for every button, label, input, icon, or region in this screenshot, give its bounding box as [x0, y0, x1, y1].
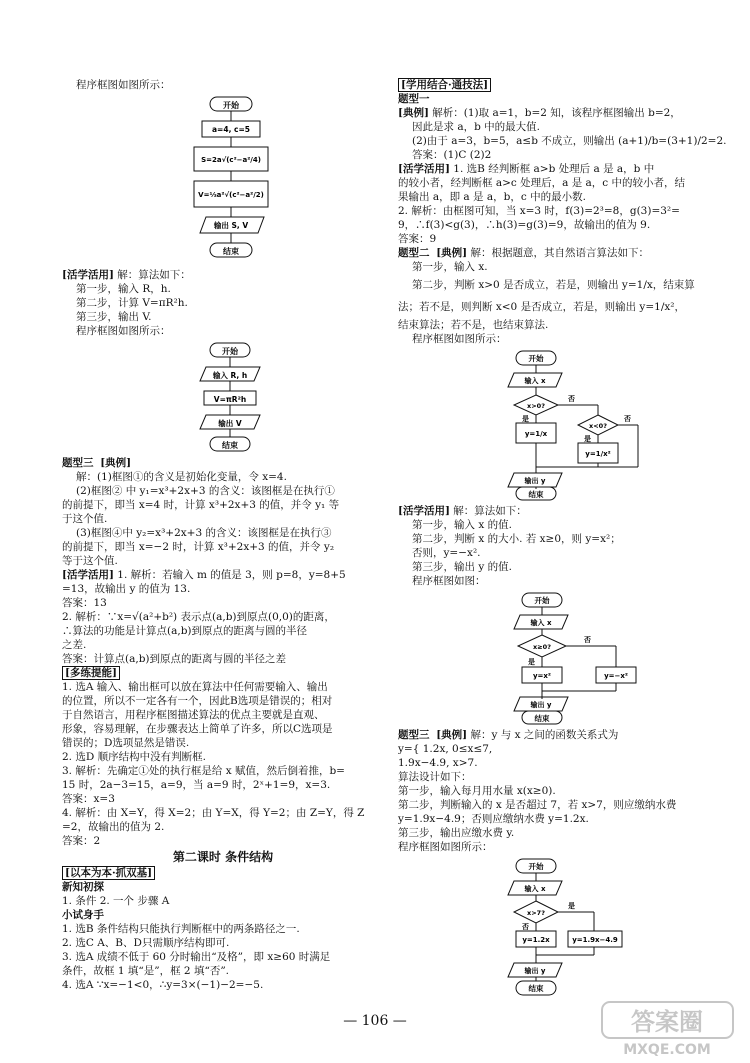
yiben-label: [以本为本·抓双基]: [62, 866, 155, 880]
fc3-end: 结束: [528, 490, 544, 499]
text-line: 答案：9: [398, 233, 437, 245]
text-line: (3)框图④中 y₂=x³+2x+3 的含义：该图框是在执行③: [76, 527, 332, 539]
fc3-yes-label-2: 是: [584, 435, 591, 443]
fc3-y1: y=1/x: [524, 430, 548, 438]
text-line: 果输出 a，即 a 是 a，b，c 中的最小数.: [398, 191, 586, 203]
flowchart-3-svg: [398, 349, 724, 501]
text-line: 解：(1)框图①的含义是初始化变量，令 x=4.: [76, 471, 287, 483]
flowchart-4-svg: [398, 591, 724, 725]
fc2-output: 输出 V: [218, 419, 242, 428]
text-line: 答案：(1)C (2)2: [412, 149, 492, 161]
fc4-end: 结束: [534, 714, 550, 723]
step-line: 第二步，计算 V=πR²h.: [76, 297, 188, 309]
text-line: 第三步，输出 y 的值.: [412, 561, 512, 573]
fc1-assign: a=4, c=5: [212, 125, 250, 134]
text-line: 1.9x−4.9, x>7.: [398, 757, 478, 769]
text-line: 答案：13: [62, 597, 107, 609]
text-line: (2)框图② 中 y₁=x³+2x+3 的含义：该图框是在执行①: [76, 485, 335, 497]
fc4-yes-label: 是: [528, 658, 535, 666]
text-line: 2. 解析：∵x=√(a²+b²) 表示点(a,b)到原点(0,0)的距离，: [62, 611, 335, 623]
fc5-end: 结束: [528, 984, 544, 993]
right-column: [398, 78, 727, 1000]
text-line: 解析：(1)取 a=1，b=2 知，该程序框图输出 b=2，: [432, 107, 681, 119]
huoxue-label-3: [活学活用]: [398, 163, 450, 175]
fc4-decision: x≥0?: [533, 643, 551, 651]
text-line: 15 时，2a−3=15，a=9，当 a=9 时，2ˣ+1=9，x=3.: [62, 779, 331, 791]
svg-text:MXQE.COM: MXQE.COM: [623, 1042, 711, 1058]
dianli-tag: [典例]: [436, 729, 468, 741]
dianli-tag: [典例]: [398, 107, 429, 119]
fc5-yes-label: 是: [568, 902, 575, 910]
text-line: 第二步，判断 x 的大小. 若 x≥0，则 y=x²；: [412, 533, 621, 545]
text-line: 程序框图如图：: [412, 575, 486, 587]
text-line: 第二步，判断输入的 x 是否超过 7，若 x>7，则应缴纳水费: [398, 799, 677, 811]
svg-text:答案圈: 答案圈: [631, 1008, 703, 1036]
left-column: [62, 78, 384, 992]
text-line: ∴算法的功能是计算点(a,b)到原点的距离与圆的半径: [62, 625, 308, 637]
text-line: 条件，故框 1 填“是”，框 2 填“否”.: [62, 965, 230, 977]
text-line: 2. 解析：由框图可知，当 x=3 时，f(3)=2³=8，g(3)=3²=: [398, 205, 680, 217]
fc5-start: 开始: [528, 862, 544, 871]
text-line: y=1.9x−4.9；否则应缴纳水费 y=1.2x.: [398, 813, 589, 825]
flowchart-5: [398, 857, 724, 997]
text-line: 1. 解析：若输入 m 的值是 3，则 p=8，y=8+5: [117, 569, 346, 581]
text-line: 2. 选C A、B、D只需顺序结构即可.: [62, 937, 230, 949]
text-line: =13，故输出 y 的值为 13.: [62, 583, 191, 595]
text-line: 1. 条件 2. 一个 步骤 A: [62, 895, 170, 907]
text-line: 否则，y=−x².: [412, 547, 481, 559]
fc3-no-label-1: 否: [568, 395, 575, 403]
xiaoshi-heading: 小试身手: [62, 909, 104, 921]
text-line: 9，∴f(3)<g(3)，∴h(3)=g(3)=9，故输出的值为 9.: [398, 219, 651, 231]
fc2-input: 输入 R, h: [212, 371, 248, 380]
dianli-tag: [典例]: [100, 457, 132, 469]
text-line: 答案：计算点(a,b)到原点的距离与圆的半径之差: [62, 653, 287, 665]
step-line: 第一步，输入 R，h.: [76, 283, 171, 295]
text-line: 答案：x=3: [62, 793, 115, 805]
fc2-end: 结束: [222, 441, 238, 450]
text-line: 1. 选B 经判断框 a>b 处理后 a 是 a，b 中: [453, 163, 655, 175]
flowchart-1-svg: [62, 95, 384, 265]
fc1-output: 输出 S, V: [213, 221, 249, 230]
text-line: 第一步，输入 x 的值.: [412, 519, 512, 531]
text-line: 程序框图如图所示：: [412, 333, 507, 345]
fc3-input: 输入 x: [524, 377, 546, 385]
fc4-output: 输出 y: [530, 701, 552, 709]
fc3-no-label-2: 否: [624, 415, 631, 423]
text-line: 的位置，所以不一定各有一个，因此B选项是错误的；相对: [62, 695, 333, 707]
watermark-logo: [600, 1000, 735, 1058]
flowchart-2-svg: [62, 341, 384, 453]
text-line: 之差.: [62, 639, 87, 651]
duolian-label: [多练提能]: [62, 666, 120, 680]
huoxue-label-4: [活学活用]: [398, 505, 450, 517]
flowchart-5-svg: [398, 857, 724, 997]
huoxue-text-1: 解：算法如下：: [117, 269, 191, 281]
fc3-output: 输出 y: [524, 477, 546, 485]
fc4-y1: y=x²: [532, 672, 552, 680]
fc5-output: 输出 y: [524, 967, 546, 975]
text-line: 等于这个值.: [62, 555, 118, 567]
tixing-1-label: 题型一: [398, 93, 430, 105]
text-line: 第三步，输出应缴水费 y.: [398, 827, 515, 839]
dianli-tag: [典例]: [436, 247, 468, 259]
flowchart-2: [62, 341, 384, 453]
xueyong-label: [学用结合·通技法]: [398, 78, 491, 92]
lesson-title: 第二课时 条件结构: [172, 850, 274, 864]
text-line: 解：根据题意，其自然语言算法如下：: [470, 247, 649, 259]
text-line: 算法设计如下：: [398, 771, 472, 783]
fc3-yes-label-1: 是: [522, 415, 529, 423]
text-line: 解：算法如下：: [453, 505, 527, 517]
fc3-y2: y=1/x²: [585, 450, 611, 458]
text-line: =2，故输出的值为 2.: [62, 821, 165, 833]
tixing-2-label: 题型二: [398, 247, 430, 259]
text-line: 解：y 与 x 之间的函数关系式为: [470, 729, 619, 741]
fc5-y1: y=1.2x: [522, 936, 550, 944]
step-line: 第三步，输出 V.: [76, 311, 152, 323]
fc5-decision: x>7?: [527, 909, 545, 917]
fc3-decision-2: x<0?: [589, 422, 607, 430]
fc4-input: 输入 x: [530, 619, 552, 627]
huoxue-label-1: [活学活用]: [62, 269, 114, 281]
text-line: 法；若不是，则判断 x<0 是否成立，若是，则输出 y=1/x²，: [398, 301, 685, 313]
text-line: 第一步，输入 x.: [412, 261, 488, 273]
tixing-3-label: 题型三: [62, 457, 94, 469]
fc5-input: 输入 x: [524, 885, 546, 893]
text-line: 1. 选B 条件结构只能执行判断框中的两条路径之一.: [62, 923, 300, 935]
text-line: 于这个值.: [62, 513, 108, 525]
text-line: 4. 选A ∵x=−1<0，∴y=3×(−1)−2=−5.: [62, 979, 264, 991]
xinzhi-heading: 新知初探: [62, 881, 104, 893]
text-line: 3. 选A 成绩不低于 60 分时输出“及格”，即 x≥60 时满足: [62, 951, 331, 963]
fc4-start: 开始: [534, 596, 550, 605]
text-line: 第一步，输入每月用水量 x(x≥0).: [398, 785, 556, 797]
text-line: 第二步，判断 x>0 是否成立，若是，则输出 y=1/x，结束算: [412, 279, 695, 291]
text-line: 3. 解析：先确定①处的执行框是给 x 赋值，然后倒着推，b=: [62, 765, 345, 777]
text-line: 4. 解析：由 X=Y，得 X=2；由 Y=X，得 Y=2；由 Z=Y，得 Z: [62, 807, 365, 819]
text-line: 错误的；D选项显然是错误.: [62, 737, 190, 749]
text-line: 1. 选A 输入、输出框可以放在算法中任何需要输入、输出: [62, 681, 328, 693]
fc1-s: S=2a√(c²−a²/4): [201, 156, 261, 164]
fc1-v: V=⅓a²√(c²−a²/2): [198, 191, 264, 199]
text-line: 于自然语言，用程序框图描述算法的优点主要就是直观、: [62, 709, 325, 721]
tixing-3-label-right: 题型三: [398, 729, 430, 741]
flowchart-1: [62, 95, 384, 265]
fc1-end: 结束: [223, 247, 239, 256]
huoxue-label-2: [活学活用]: [62, 569, 114, 581]
fc4-no-label: 否: [584, 636, 591, 644]
fc2-start: 开始: [222, 347, 238, 356]
text-line: y={ 1.2x, 0≤x≤7,: [398, 743, 493, 755]
text-line: 程序框图如图所示：: [398, 841, 493, 853]
fc4-y2: y=−x²: [604, 672, 628, 680]
text-line: 因此是求 a，b 中的最大值.: [412, 121, 540, 133]
flowchart-4: [398, 591, 724, 725]
text-line: 2. 选D 顺序结构中没有判断框.: [62, 751, 206, 763]
text-line: 的前提下，即当 x=−2 时，计算 x³+2x+3 的值，并令 y₂: [62, 541, 335, 553]
text-line: 的前提下，即当 x=4 时，计算 x³+2x+3 的值，并令 y₁ 等: [62, 499, 340, 511]
text-line: 结束算法；若不是，也结束算法.: [398, 319, 549, 331]
fc3-start: 开始: [528, 354, 544, 363]
fc2-calc: V=πR²h: [213, 395, 247, 404]
text-line: 的较小者，经判断框 a>c 处理后，a 是 a，c 中的较小者，结: [398, 177, 686, 189]
text-line: 形象，容易理解，在步骤表达上简单了许多，所以C选项是: [62, 723, 333, 735]
text-line: 答案：2: [62, 835, 101, 847]
flowchart-3: [398, 349, 724, 501]
text-line: (2)由于 a=3，b=5，a≤b 不成立，则输出 (a+1)/b=(3+1)/2=2.: [412, 135, 727, 147]
page-number: — 106 —: [343, 1013, 407, 1029]
fc5-y2: y=1.9x−4.9: [572, 936, 618, 944]
fc1-intro: 程序框图如图所示：: [76, 79, 171, 91]
fc3-decision-1: x>0?: [527, 402, 545, 410]
step-line: 程序框图如图所示：: [76, 325, 171, 337]
fc5-no-label: 否: [522, 923, 529, 931]
fc1-start: 开始: [223, 101, 239, 110]
